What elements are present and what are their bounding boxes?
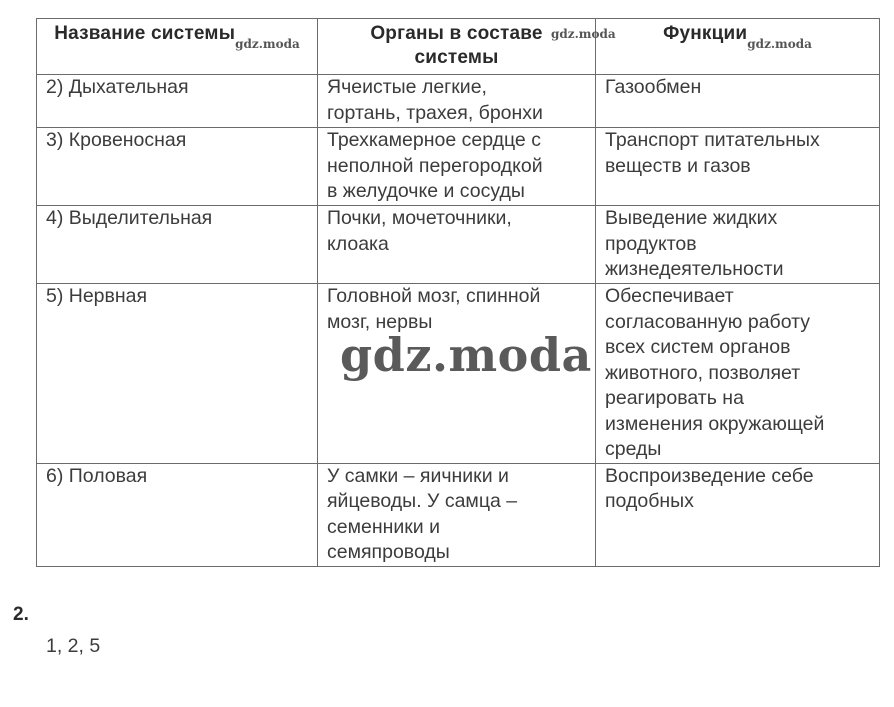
watermark-small: gdz.moda	[235, 37, 300, 51]
header-functions: Функции$_{gdz.moda}$	[596, 19, 880, 75]
cell-functions: Выведение жидких продуктов жизнедеятельности	[596, 206, 880, 284]
header-system-name: Название системы$_{gdz.moda}$	[37, 19, 318, 75]
table-header-row	[37, 19, 880, 75]
cell-system: 6) Половая	[37, 463, 318, 566]
cell-functions: Обеспечивает согласованную работу всех систем органов животного, позволяет реагировать на изменения окружающей среды	[596, 284, 880, 464]
table-row	[37, 463, 880, 566]
biology-answer-table	[36, 18, 880, 567]
table-row	[37, 75, 880, 128]
cell-organs: Головной мозг, спинной мозг, нервы	[318, 284, 596, 464]
cell-organs: Ячеистые легкие, гортань, трахея, бронхи	[318, 75, 596, 128]
cell-system: 2) Дыхательная	[37, 75, 318, 128]
cell-functions: Воспроизведение себе подобных	[596, 463, 880, 566]
cell-organs: Трехкамерное сердце с неполной перегородкой в желудочке и сосуды	[318, 128, 596, 206]
watermark-large: gdz.moda	[340, 328, 592, 382]
cell-organs: Почки, мочеточники, клоака	[318, 206, 596, 284]
watermark-small: gdz.moda	[747, 37, 812, 51]
cell-functions: Газообмен	[596, 75, 880, 128]
cell-organs: У самки – яичники и яйцеводы. У самца – семенники и семяпроводы	[318, 463, 596, 566]
task-number: 2.	[13, 604, 29, 625]
watermark-small-header-2: gdz.moda	[551, 27, 616, 41]
table-row	[37, 128, 880, 206]
task-answer: 1, 2, 5	[46, 635, 101, 657]
cell-system: 3) Кровеносная	[37, 128, 318, 206]
cell-system: 4) Выделительная	[37, 206, 318, 284]
cell-system: 5) Нервная	[37, 284, 318, 464]
header-organs: Органы в составе системы	[318, 19, 596, 75]
table-row	[37, 206, 880, 284]
cell-functions: Транспорт питательных веществ и газов	[596, 128, 880, 206]
